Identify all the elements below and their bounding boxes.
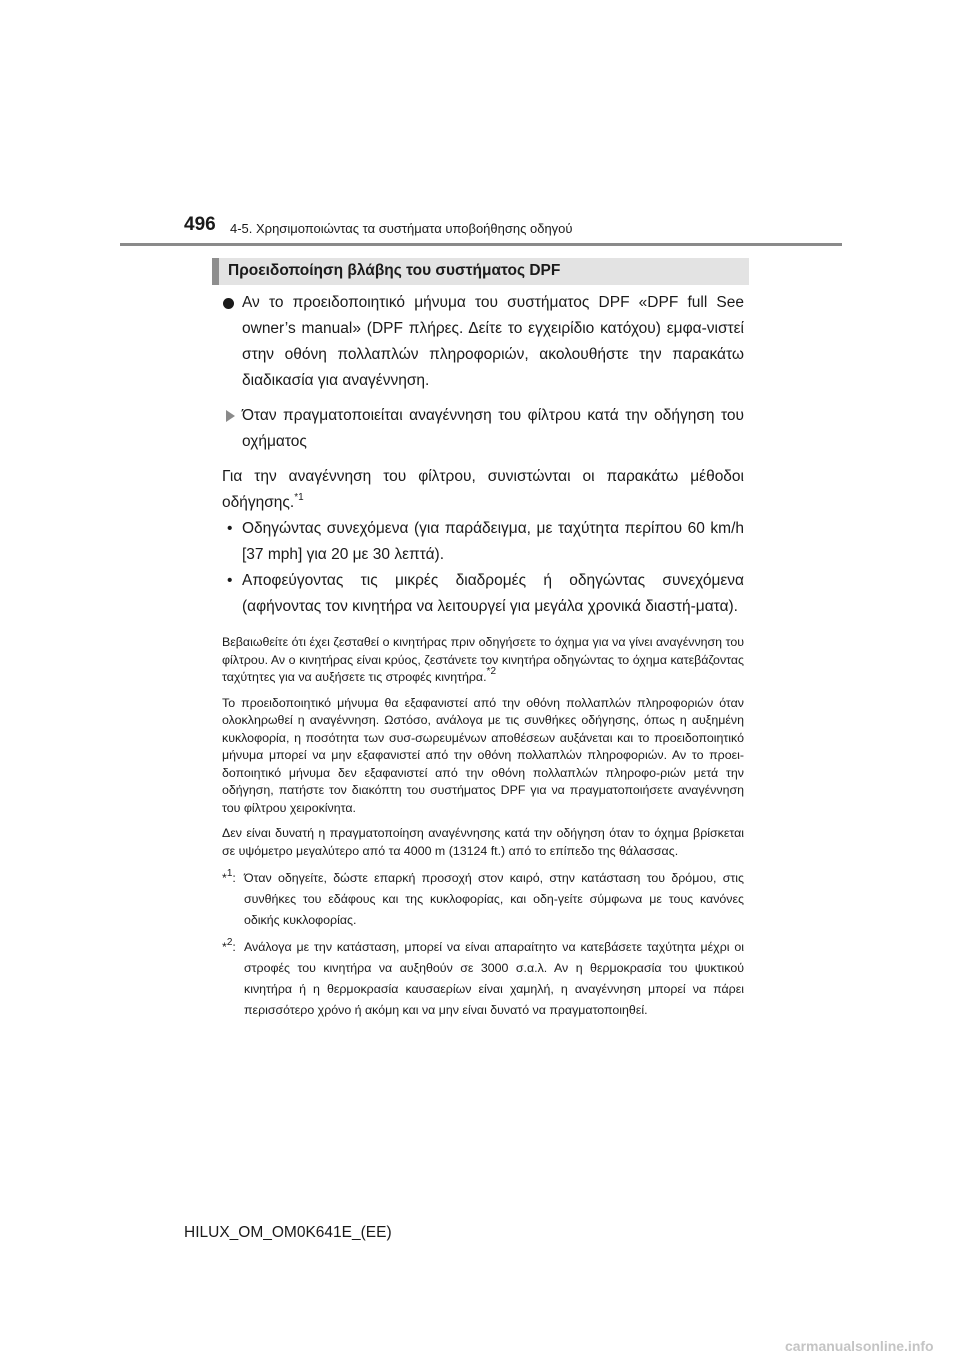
subheading [222, 403, 744, 455]
section-title: Προειδοποίηση βλάβης του συστήματος DPF [228, 262, 561, 279]
footnote-star: * [222, 940, 227, 954]
page-number: 496 [184, 214, 216, 235]
footnote-ref-1: *1 [294, 492, 304, 503]
watermark: carmanualsonline.info [785, 1338, 934, 1354]
section-accent [212, 258, 219, 285]
bullet-text: Αν το προειδοποιητικό μήνυμα του συστήματος DPF «DPF full See owner’s manual» (DPF πλήρες. Δείτε το εγχειρίδιο κατόχου) εμφα-νιστεί στην οθόνη πολλαπλών πληροφοριών, ακολουθήστε την παρακάτω διαδικασία για αναγέννηση. [242, 294, 744, 389]
bullet-circle-icon [223, 298, 234, 309]
list-item [222, 516, 744, 568]
main-content [222, 290, 744, 1021]
subheading-text: Όταν πραγματοποιείται αναγέννηση του φίλτρου κατά την οδήγηση του οχήματος [242, 407, 744, 450]
note-paragraph [222, 695, 744, 818]
note-paragraph [222, 825, 744, 860]
list-bullet: • [227, 572, 233, 589]
model-code-footer: HILUX_OM_OM0K641E_(EE) [184, 1224, 392, 1241]
list-item-text: Αποφεύγοντας τις μικρές διαδρομές ή οδηγώντας συνεχόμενα (αφήνοντας τον κινητήρα να λειτουργεί για μεγάλα χρονικά διαστή-ματα). [242, 572, 744, 615]
intro-paragraph [222, 464, 744, 516]
note-text: Δεν είναι δυνατή η πραγματοποίηση αναγέννησης κατά την οδήγηση όταν το όχημα βρίσκεται σε υψόμετρο μεγαλύτερο από τα 4000 m (13124 ft.) από το επίπεδο της θάλασσας. [222, 826, 744, 858]
list-bullet: • [227, 520, 233, 537]
footnote [222, 937, 744, 1021]
footnote-ref-2: *2 [486, 666, 496, 677]
footnote-text: Όταν οδηγείτε, δώστε επαρκή προσοχή στον καιρό, στην κατάσταση του δρόμου, στις συνθήκες του εδάφους και της κυκλοφορίας, και οδη-γείτε σύμφωνα με τους κανόνες οδικής κυκλοφορίας. [244, 871, 744, 927]
footnote-mark: *$^2$: [222, 937, 236, 954]
chapter-title: 4-5. Χρησιμοποιώντας τα συστήματα υποβοήθησης οδηγού [230, 221, 573, 236]
footnote-star: * [222, 871, 227, 885]
list-item [222, 568, 744, 620]
note-text: Το προειδοποιητικό μήνυμα θα εξαφανιστεί από την οθόνη πολλαπλών πληροφοριών όταν ολοκληρωθεί η αναγέννηση. Ωστόσο, ανάλογα με τις συνθήκες οδήγησης, όπως η αυξημένη κυκλοφορία, η ποσότητα των συσ-σωρευμένων αποθέσεων αυξάνεται και το προειδοποιητικό μήνυμα μπορεί να μην εξαφανιστεί από την οθόνη πολλαπλών πληροφοριών. Αν το προει-δοποιητικό μήνυμα δεν εξαφανιστεί από την οθόνη πολλαπλών πληροφο-ριών μετά την οδήγηση, πατήστε τον διακόπτη του συστήματος DPF για να πραγματοποιήσετε αναγέννηση του φίλτρου χειροκίνητα. [222, 695, 744, 815]
footnote-mark: *$^1$: [222, 868, 236, 885]
footnote-number: 2 [226, 937, 233, 948]
header-rule [120, 243, 842, 246]
triangle-arrow-icon [226, 410, 235, 422]
footnote-number: 1 [226, 868, 233, 879]
footnote [222, 868, 744, 931]
footnote-text: Ανάλογα με την κατάσταση, μπορεί να είναι απαραίτητο να κατεβάσετε ταχύτητα μέχρι οι στροφές του κινητήρα να αυξηθούν σε 3000 σ.α.λ. Αν η θερμοκρασία του ψυκτικού κινητήρα ή η θερμοκρασία καυσαερίων είναι χαμηλή, η αναγέννηση μπορεί να πάρει περισσότερο χρόνο ή ακόμη και να μην είναι δυνατό να πραγματοποιηθεί. [244, 940, 744, 1017]
bullet-paragraph [222, 290, 744, 394]
note-text: Βεβαιωθείτε ότι έχει ζεσταθεί ο κινητήρας πριν οδηγήσετε το όχημα για να γίνει αναγέννηση του φίλτρου. Αν ο κινητήρας είναι κρύος, ζεστάνετε τον κινητήρα οδηγώντας το όχημα κατεβάζοντας ταχύτητες για να αυξήσετε τις στροφές κινητήρα. [222, 635, 744, 684]
intro-text: Για την αναγέννηση του φίλτρου, συνιστώνται οι παρακάτω μέθοδοι οδήγησης. [222, 468, 744, 511]
section-heading-bar [212, 258, 749, 285]
note-paragraph [222, 634, 744, 687]
list-item-text: Οδηγώντας συνεχόμενα (για παράδειγμα, με ταχύτητα περίπου 60 km/h [37 mph] για 20 με 30 λεπτά). [242, 520, 744, 563]
